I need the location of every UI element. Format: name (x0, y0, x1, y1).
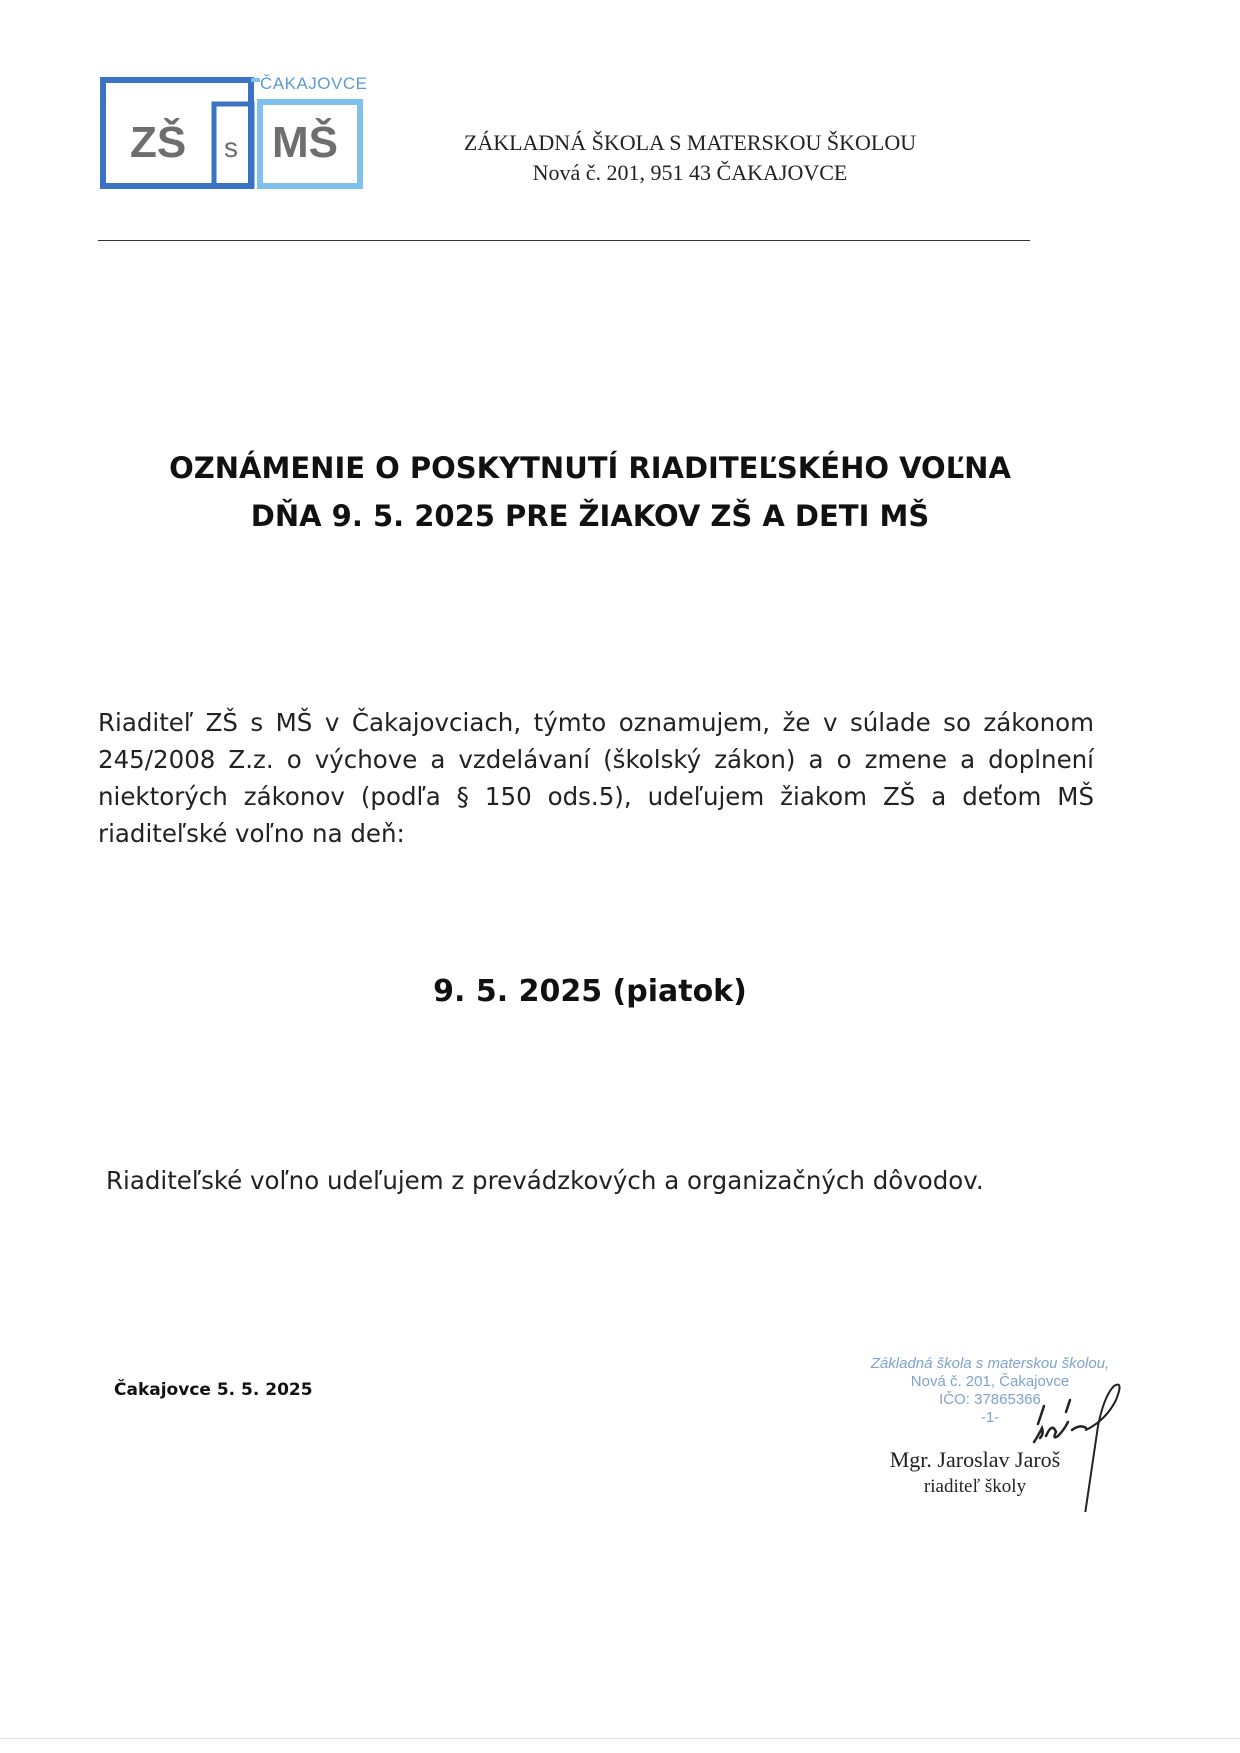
reason-text: Riaditeľské voľno udeľujem z prevádzkových a organizačných dôvodov. (106, 1166, 984, 1195)
school-name: ZÁKLADNÁ ŠKOLA S MATERSKOU ŠKOLOU (463, 130, 917, 155)
logo-ms-text: MŠ (272, 118, 338, 167)
holiday-date: 9. 5. 2025 (piatok) (433, 974, 747, 1009)
header-divider (98, 240, 1030, 241)
page-bottom-edge (0, 1738, 1240, 1739)
signer-block (850, 1446, 1100, 1500)
school-address: Nová č. 201, 951 43 ČAKAJOVCE (532, 160, 848, 185)
place-and-date: Čakajovce 5. 5. 2025 (114, 1380, 313, 1400)
letterhead (400, 128, 980, 188)
logo-s-text: s (224, 132, 238, 163)
stamp-line-2: Nová č. 201, Čakajovce (910, 1373, 1070, 1390)
stamp-line-3: IČO: 37865366 (939, 1391, 1041, 1408)
title-line-2: DŇA 9. 5. 2025 PRE ŽIAKOV ZŠ A DETI MŠ (250, 499, 930, 533)
document-title (60, 444, 1120, 540)
logo-zs-text: ZŠ (130, 118, 187, 167)
logo-town-label: ČAKAJOVCE (260, 74, 368, 93)
school-logo (100, 74, 370, 192)
body-paragraph: Riaditeľ ZŠ s MŠ v Čakajovciach, týmto oznamujem, že v súlade so zákonom 245/2008 Z.z. o výchove a vzdelávaní (školský zákon) a o zmene a doplnení niektorých zákonov (podľa § 150 ods.5), udeľujem žiakom ZŠ a deťom MŠ riaditeľské voľno na deň: (98, 708, 1094, 848)
signer-name: Mgr. Jaroslav Jaroš (889, 1447, 1061, 1472)
stamp-line-4: -1- (980, 1409, 1000, 1426)
stamp-line-1: Základná škola s materskou školou, (870, 1355, 1110, 1372)
signer-role: riaditeľ školy (923, 1476, 1027, 1497)
title-line-1: OZNÁMENIE O POSKYTNUTÍ RIADITEĽSKÉHO VOĽNA (169, 451, 1011, 485)
